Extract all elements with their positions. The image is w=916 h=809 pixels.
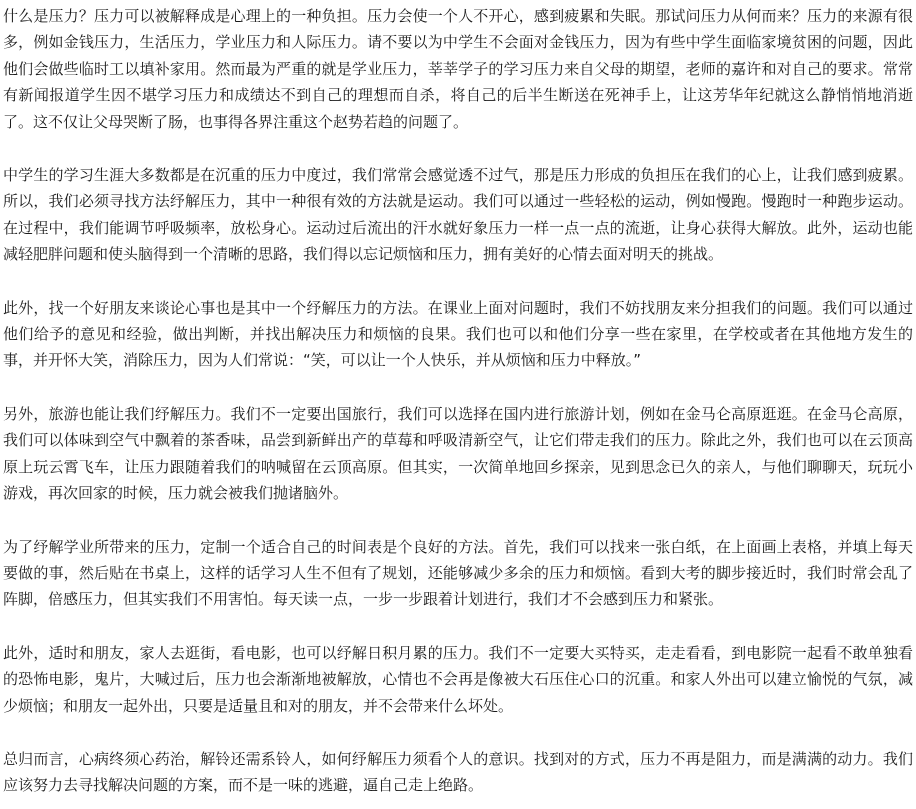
paragraph-3: 此外，找一个好朋友来谈论心事也是其中一个纾解压力的方法。在课业上面对问题时，我们不妨找朋友来分担我们的问题。我们可以通过他们给予的意见和经验，做出判断，并找出解决压力和烦恼的良果。我们也可以和他们分享一些在家里，在学校或者在其他地方发生的事，并开怀大笑，消除压力，因为人们常说：“笑，可以让一个人快乐，并从烦恼和压力中释放。” [3, 298, 913, 370]
paragraph-4: 另外，旅游也能让我们纾解压力。我们不一定要出国旅行，我们可以选择在国内进行旅游计划，例如在金马仑高原逛逛。在金马仑高原，我们可以体味到空气中飘着的茶香味，品尝到新鲜出产的草莓和呼吸清新空气，让它们带走我们的压力。除此之外，我们也可以在云顶高原上玩云霄飞车，让压力跟随着我们的呐喊留在云顶高原。但其实，一次简单地回乡探亲，见到思念已久的亲人，与他们聊聊天，玩玩小游戏，再次回家的时候，压力就会被我们抛诸脑外。 [3, 404, 913, 503]
paragraph-7: 总归而言，心病终须心药治，解铃还需系铃人，如何纾解压力须看个人的意识。找到对的方式，压力不再是阻力，而是满满的动力。我们应该努力去寻找解决问题的方案，而不是一味的逃避，逼自己走上绝路。 [3, 749, 913, 795]
article-body [3, 3, 913, 799]
paragraph-5: 为了纾解学业所带来的压力，定制一个适合自己的时间表是个良好的方法。首先，我们可以找来一张白纸，在上面画上表格，并填上每天要做的事，然后贴在书桌上，这样的话学习人生不但有了规划，还能够减少多余的压力和烦恼。看到大考的脚步接近时，我们时常会乱了阵脚，倍感压力，但其实我们不用害怕。每天读一点，一步一步跟着计划进行，我们才不会感到压力和紧张。 [3, 537, 913, 609]
paragraph-2: 中学生的学习生涯大多数都是在沉重的压力中度过，我们常常会感觉透不过气，那是压力形成的负担压在我们的心上，让我们感到疲累。所以，我们必须寻找方法纾解压力，其中一种很有效的方法就是运动。我们可以通过一些轻松的运动，例如慢跑。慢跑时一种跑步运动。在过程中，我们能调节呼吸频率，放松身心。运动过后流出的汗水就好象压力一样一点一点的流逝，让身心获得大解放。此外，运动也能减轻肥胖问题和使头脑得到一个清晰的思路，我们得以忘记烦恼和压力，拥有美好的心情去面对明天的挑战。 [3, 166, 913, 264]
paragraph-6: 此外，适时和朋友，家人去逛街，看电影，也可以纾解日积月累的压力。我们不一定要大买特买，走走看看，到电影院一起看不敢单独看的恐怖电影，鬼片，大喊过后，压力也会渐渐地被解放，心情也不会再是像被大石压住心口的沉重。和家人外出可以建立愉悦的气氛，减少烦恼；和朋友一起外出，只要是适量且和对的朋友，并不会带来什么坏处。 [3, 643, 913, 715]
paragraph-1: 什么是压力？压力可以被解释成是心理上的一种负担。压力会使一个人不开心，感到疲累和失眠。那试问压力从何而来？压力的来源有很多，例如金钱压力，生活压力，学业压力和人际压力。请不要以为中学生不会面对金钱压力，因为有些中学生面临家境贫困的问题，因此他们会做些临时工以填补家用。然而最为严重的就是学业压力，莘莘学子的学习压力来自父母的期望，老师的嘉许和对自己的要求。常常有新闻报道学生因不堪学习压力和成绩达不到自己的理想而自杀，将自己的后半生断送在死神手上，让这芳华年纪就这么静悄悄地消逝了。这不仅让父母哭断了肠，也事得各界注重这个赵势若趋的问题了。 [3, 7, 913, 131]
